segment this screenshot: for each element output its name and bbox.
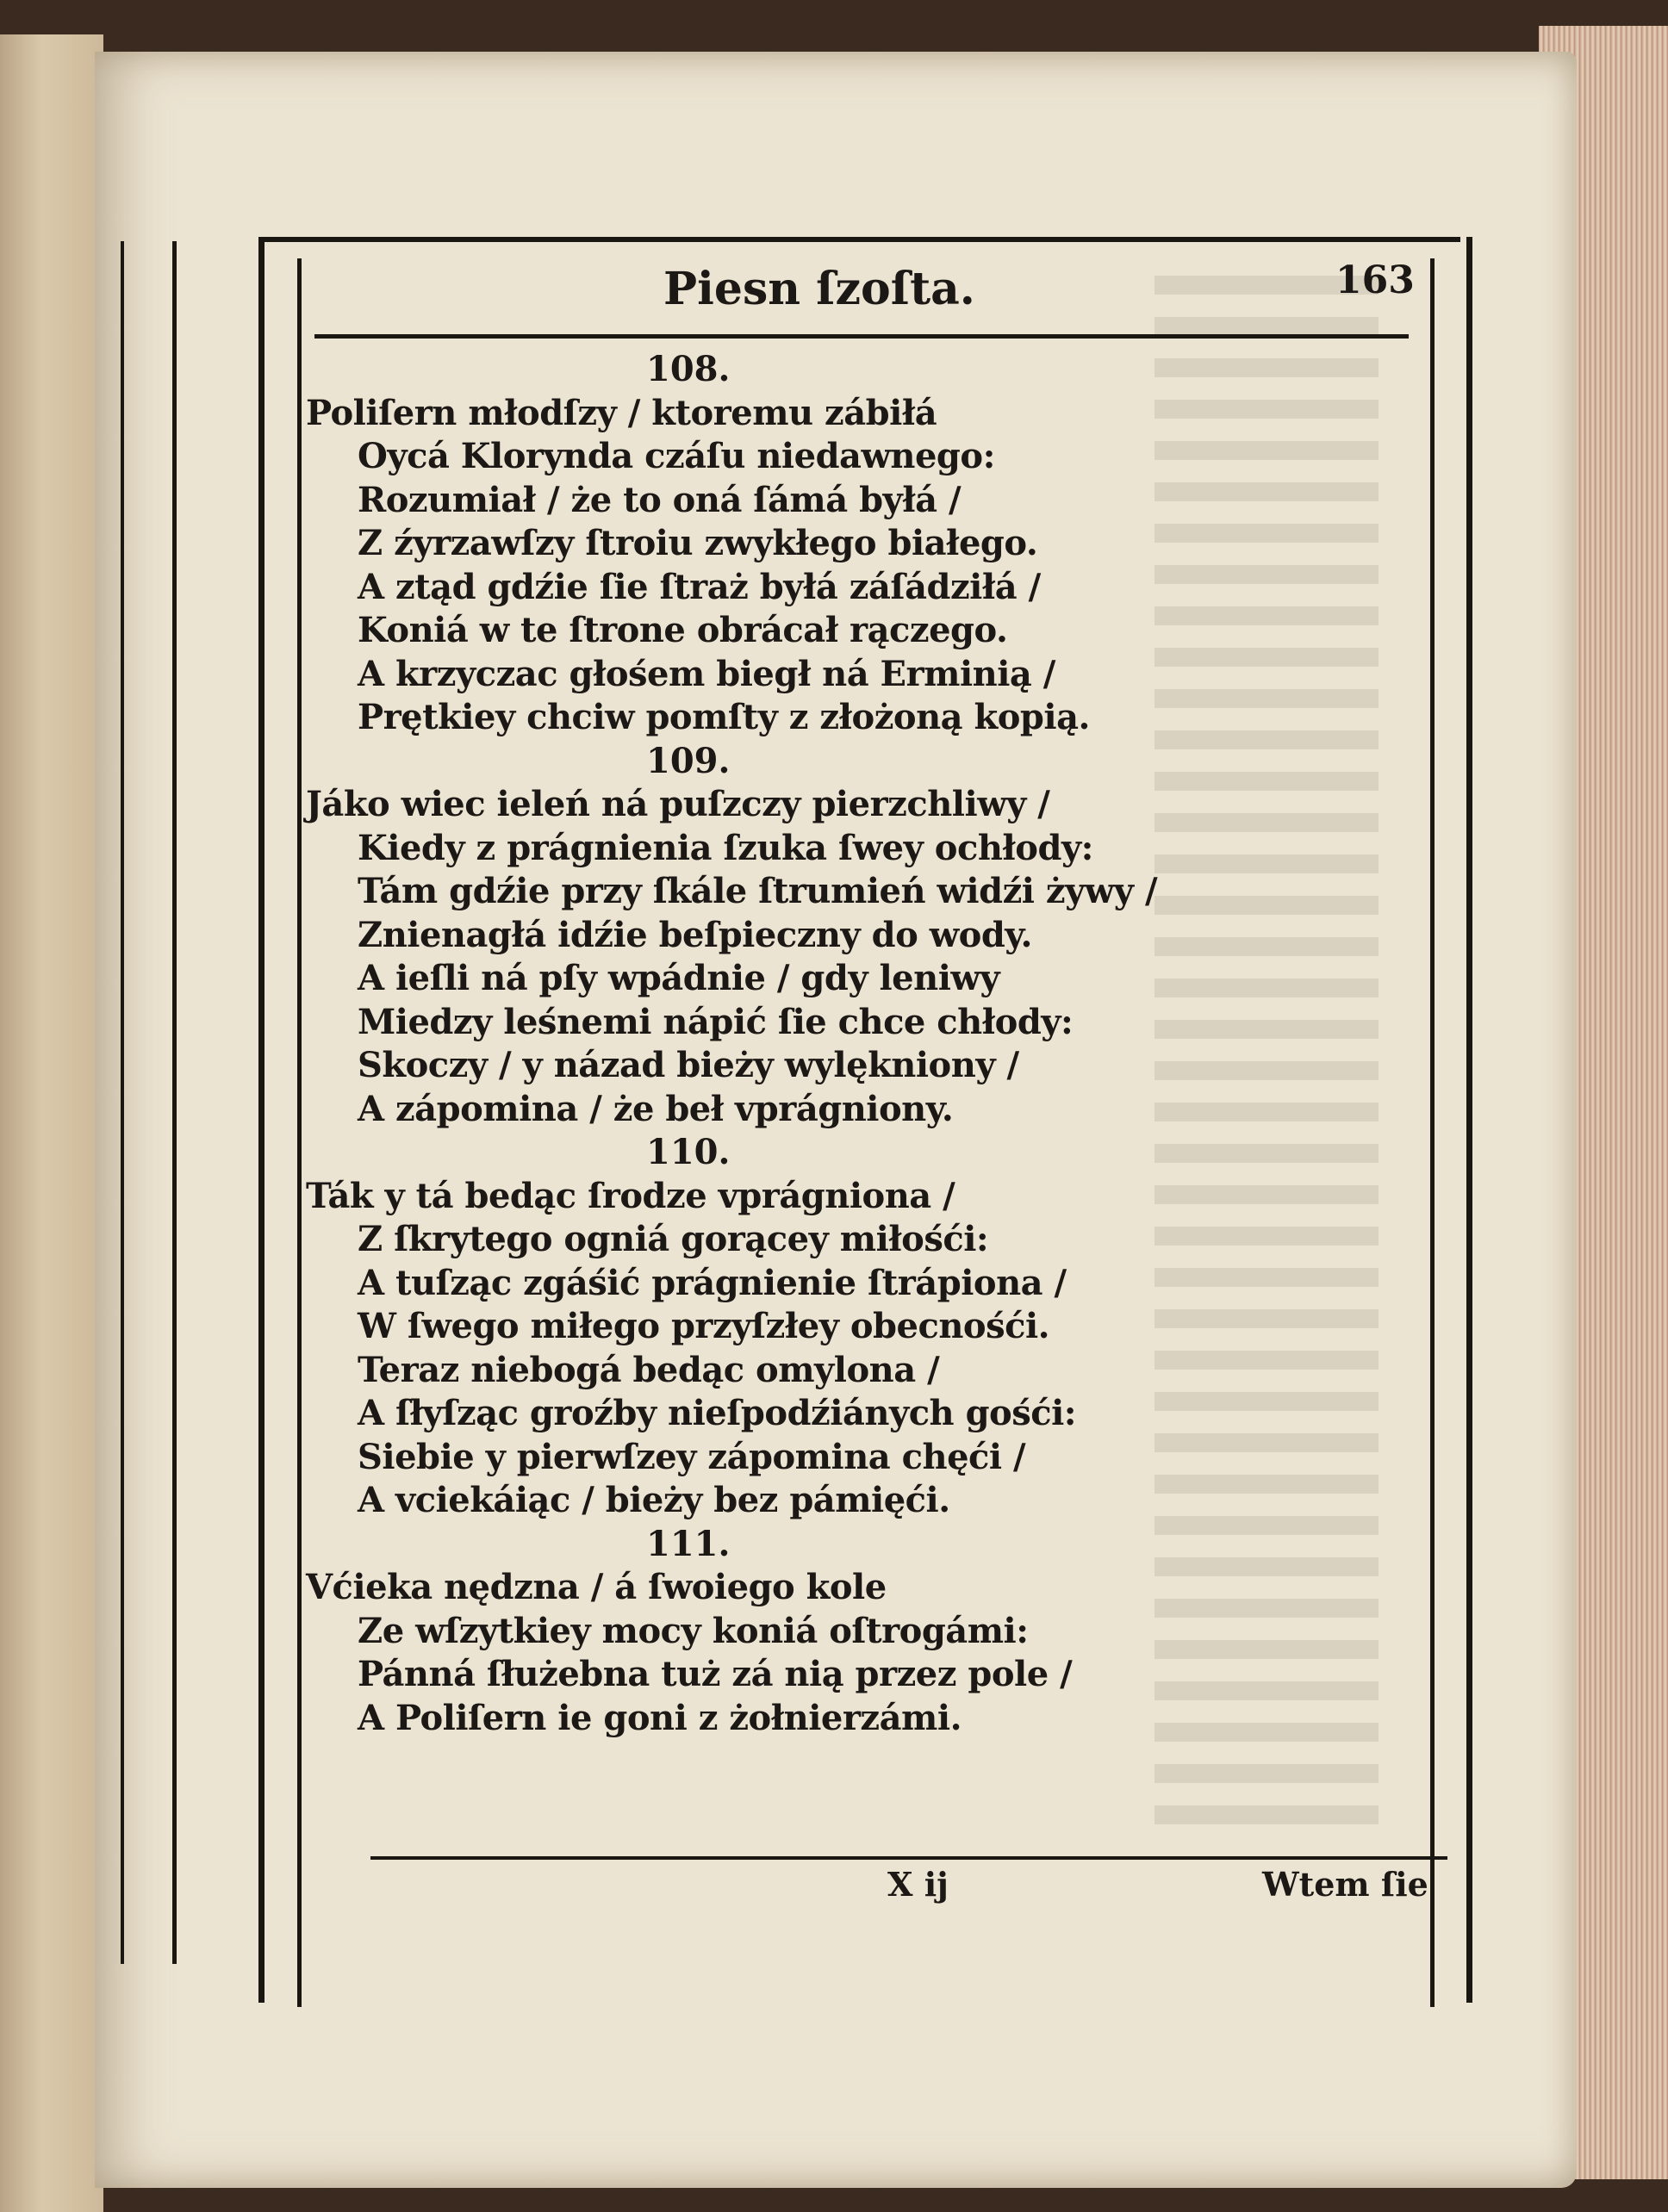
verse-line: Kiedy z prágnienia ſzuka ſwey ochłody:: [358, 827, 1093, 868]
page-number: 163: [1335, 258, 1415, 302]
verse-line: A zápomina / że beł vprágniony.: [358, 1088, 954, 1129]
verse-line: Vćieka nędzna / á ſwoiego kole: [306, 1567, 887, 1607]
verse-line: Rozumiał / że to oná ſámá byłá /: [358, 479, 962, 520]
verse-line: Z źyrzawſzy ſtroiu zwykłego białego.: [358, 523, 1038, 563]
verse-line: Prętkiey chciw pomſty z złożoną kopią.: [358, 697, 1090, 737]
verse-line: A krzyczac głośem biegł ná Erminią /: [358, 653, 1055, 694]
stanza-number: 108.: [646, 349, 731, 389]
catchword: Wtem ſie: [1262, 1865, 1428, 1904]
verse-line: Znienagłá idźie beſpieczny do wody.: [358, 914, 1032, 955]
verse-line: Skoczy / y názad bieży wylękniony /: [358, 1045, 1019, 1085]
book-left-edge: [0, 34, 103, 2212]
frame-top-rule: [258, 237, 1460, 242]
verse-line: Ze wſzytkiey mocy koniá oſtrogámi:: [358, 1610, 1029, 1651]
verse-line: Pánná ſłużebna tuż zá nią przez pole /: [358, 1654, 1073, 1694]
stanza-number: 111.: [646, 1523, 731, 1564]
verse-line: A ſłyſząc groźby nieſpodźiánych gośći:: [358, 1393, 1077, 1433]
header-rule: [314, 334, 1409, 339]
signature-mark: X ij: [887, 1865, 949, 1904]
verse-line: Jáko wiec ieleń ná puſzczy pierzchliwy /: [306, 784, 1050, 824]
verse-line: Poliſern młodſzy / ktoremu zábiłá: [306, 392, 937, 433]
book-page: [95, 52, 1577, 2188]
stanza-number: 110.: [646, 1132, 731, 1172]
inner-frame-rules: [297, 258, 1435, 2007]
verse-line: Teraz niebogá bedąc omylona /: [358, 1349, 940, 1390]
verse-line: A ztąd gdźie ſie ſtraż byłá záſádziłá /: [358, 566, 1041, 607]
verse-line: Ták y tá bedąc ſrodze vprágniona /: [306, 1175, 955, 1216]
stanza-number: 109.: [646, 740, 731, 781]
verse-line: A vciekáiąc / bieży bez pámięći.: [358, 1480, 950, 1520]
verse-line: A tuſząc zgáśić prágnienie ſtrápiona /: [358, 1262, 1067, 1303]
footer-rule: [370, 1856, 1447, 1860]
verse-line: Miedzy leśnemi nápić ſie chce chłody:: [358, 1001, 1074, 1042]
running-title: Piesn ſzoſta.: [663, 263, 975, 315]
verse-line: Oycá Klorynda czáſu niedawnego:: [358, 436, 995, 476]
verse-line: Koniá w te ſtrone obrácał rączego.: [358, 610, 1008, 650]
verse-line: A ieſli ná pſy wpádnie / gdy leniwy: [358, 958, 1000, 998]
verse-line: Z ſkrytego ogniá gorącey miłośći:: [358, 1219, 989, 1259]
verse-line: Tám gdźie przy ſkále ſtrumień widźi żywy /: [358, 871, 1158, 911]
facing-page-border: [95, 241, 177, 1964]
verse-line: Siebie y pierwſzey zápomina chęći /: [358, 1436, 1026, 1477]
verse-line: W ſwego miłego przyſzłey obecnośći.: [358, 1306, 1050, 1346]
verse-line: A Poliſern ie goni z żołnierzámi.: [358, 1697, 962, 1738]
